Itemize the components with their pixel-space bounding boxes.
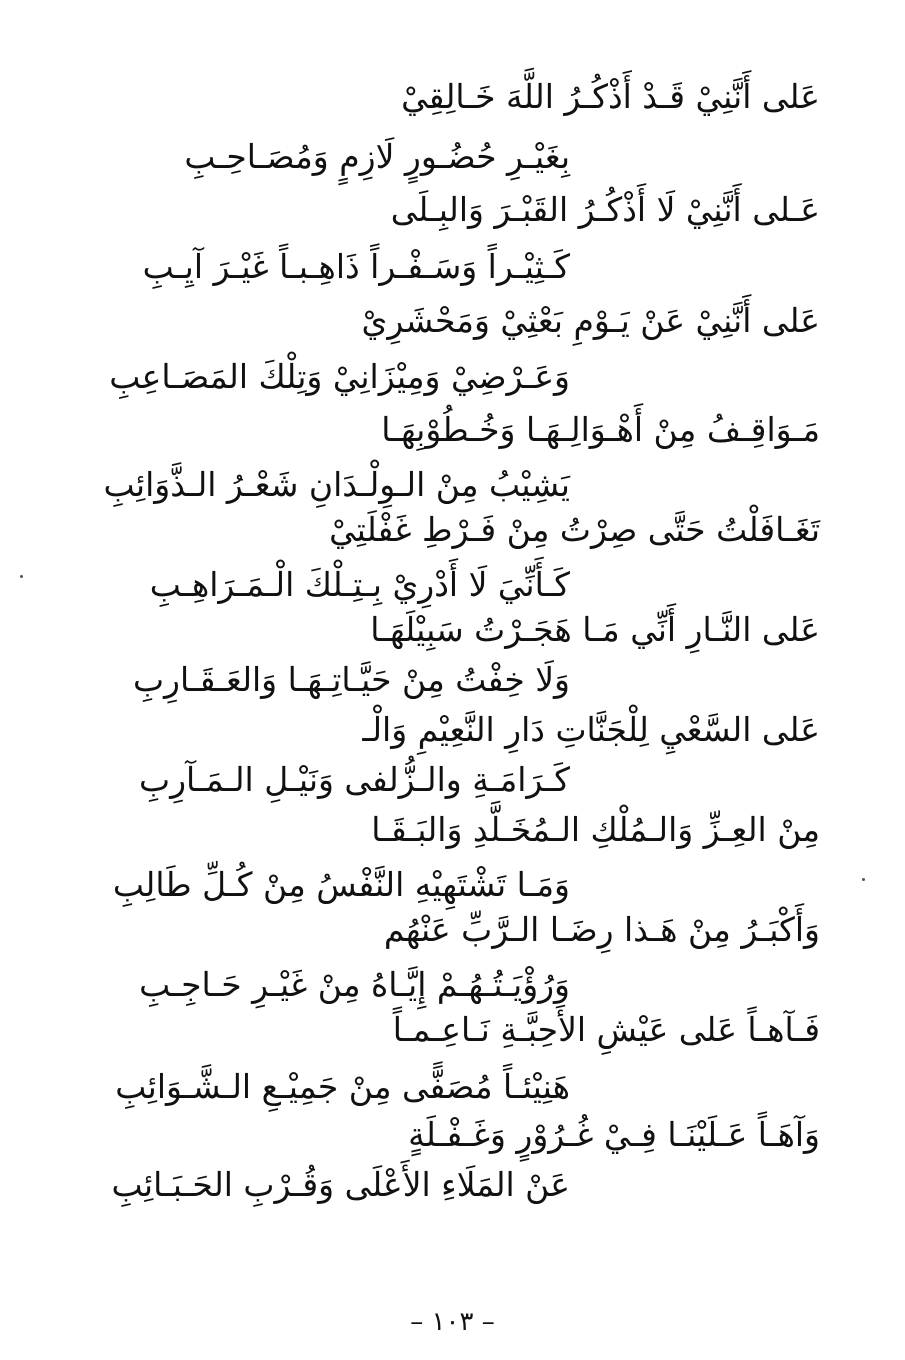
verse-2-first-hemistich: عَـلى أَنَّنِيْ لَا أَذْكُـرُ القَبْـرَ وَالبِـلَى: [390, 190, 820, 229]
verse-7-first-hemistich: عَلى السَّعْيِ لِلْجَنَّاتِ دَارِ النَّعِيْمِ وَالْـ: [362, 710, 820, 749]
verse-3-second-hemistich: وَعَـرْضِيْ وَمِيْزَانِيْ وَتِلْكَ المَصَـاعِبِ: [109, 357, 570, 396]
verse-6-first-hemistich: عَلى النَّـارِ أَنِّي مَـا هَجَـرْتُ سَبِيْلَهَـا: [370, 610, 820, 649]
verse-1-first-hemistich: عَلى أَنَّنِيْ قَـدْ أَذْكُـرُ اللَّهَ خَـالِقِيْ: [401, 77, 820, 116]
verse-5-first-hemistich: تَغَـافَلْتُ حَتَّى صِرْتُ مِنْ فَـرْطِ غَفْلَتِيْ: [329, 510, 820, 549]
verse-8-second-hemistich: وَمَـا تَشْتَهِيْهِ النَّفْسُ مِنْ كُـلِّ طَالِبِ: [112, 865, 570, 904]
verse-10-first-hemistich: فَـآهـاً عَلى عَيْشِ الأَحِبَّـةِ نَـاعِـمـاً: [392, 1010, 820, 1049]
verse-6-second-hemistich: وَلَا خِفْتُ مِنْ حَيَّـاتِـهَـا وَالعَـقَـارِبِ: [132, 660, 570, 699]
verse-5-second-hemistich: كَـأَنِّيَ لَا أَدْرِيْ بِـتِـلْكَ الْـمَـرَاهِـبِ: [149, 565, 570, 604]
verse-8-first-hemistich: مِنْ العِـزِّ وَالـمُلْكِ الـمُخَـلَّدِ وَالبَـقَـا: [371, 810, 820, 849]
page-number: – ١٠٣ –: [410, 1307, 495, 1337]
verse-4-first-hemistich: مَـوَاقِـفُ مِنْ أَهْـوَالِـهَـا وَخُـطُوْبِهَـا: [381, 410, 820, 449]
verse-11-first-hemistich: وَآهَـاً عَـلَيْنَـا فِـيْ غُـرُوْرٍ وَغَـفْـلَةٍ: [408, 1115, 820, 1154]
scan-speck: [862, 878, 865, 881]
verse-10-second-hemistich: هَنِيْئـاً مُصَفًّى مِنْ جَمِيْـعِ الـشَّـوَائِبِ: [115, 1067, 570, 1106]
verse-1-second-hemistich: بِغَيْـرِ حُضُـورٍ لَازِمٍ وَمُصَـاحِـبِ: [184, 137, 570, 176]
verse-2-second-hemistich: كَـثِيْـراً وَسَـفْـراً ذَاهِـبـاً غَيْـرَ آيِـبِ: [142, 247, 570, 286]
verse-11-second-hemistich: عَنْ المَلَاءِ الأَعْلَى وَقُـرْبِ الحَـبَـائِبِ: [111, 1165, 570, 1204]
verse-9-first-hemistich: وَأَكْبَـرُ مِنْ هَـذا رِضَـا الـرَّبِّ عَنْهُم: [383, 910, 820, 949]
scan-speck: [20, 575, 23, 578]
verse-9-second-hemistich: وَرُؤْيَـتُـهُـمْ إِيَّـاهُ مِنْ غَيْـرِ حَـاجِـبِ: [139, 965, 570, 1004]
verse-3-first-hemistich: عَلى أَنَّنِيْ عَنْ يَـوْمِ بَعْثِيْ وَمَحْشَرِيْ: [361, 301, 820, 340]
verse-7-second-hemistich: كَـرَامَـةِ والـزُّلفى وَنَيْـلِ الـمَـآرِبِ: [139, 760, 570, 799]
verse-4-second-hemistich: يَشِيْبُ مِنْ الـوِلْـدَانِ شَعْـرُ الـذَّوَائِبِ: [103, 465, 570, 504]
